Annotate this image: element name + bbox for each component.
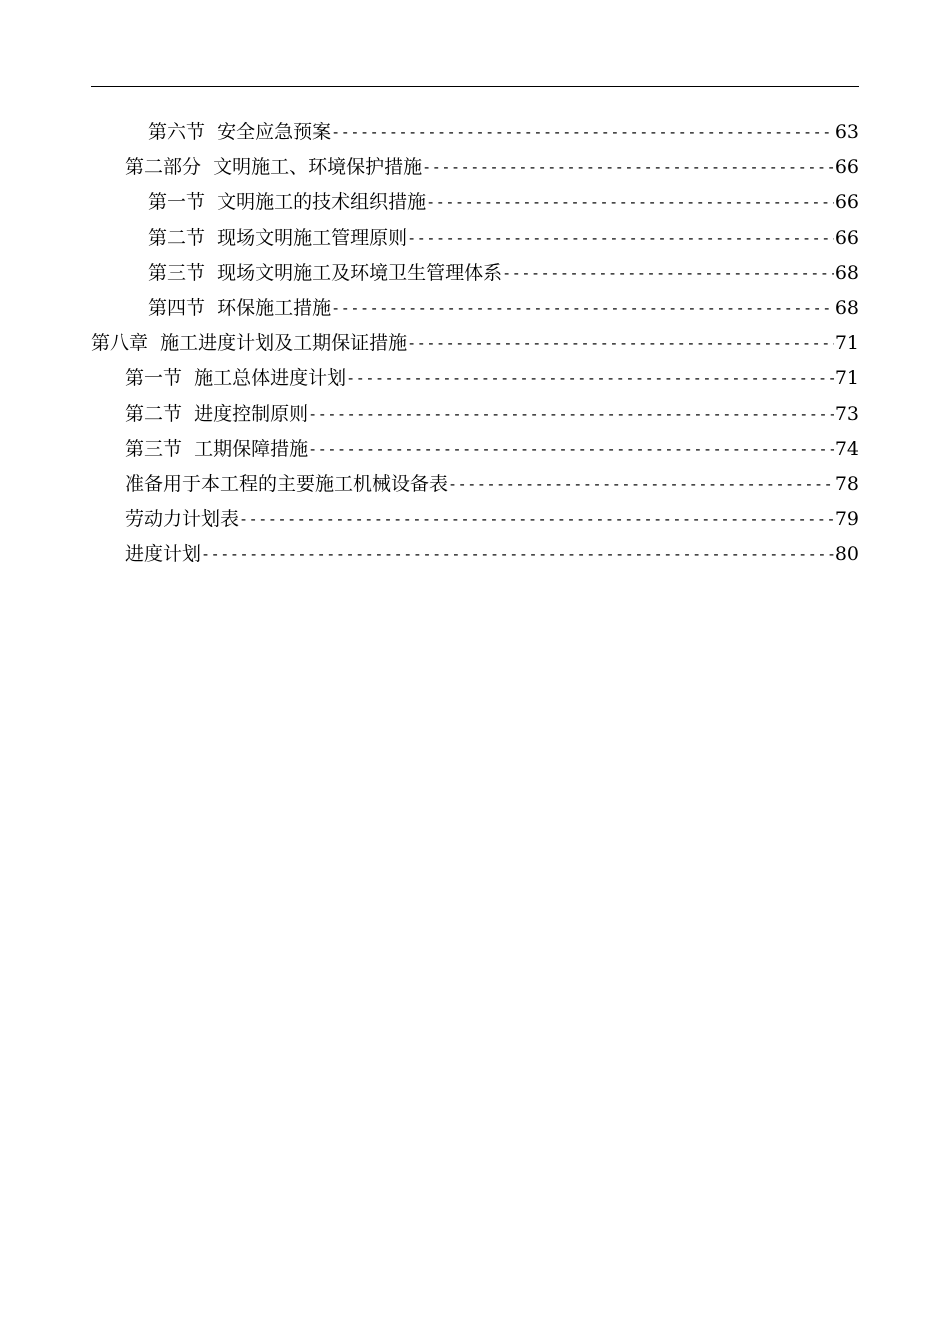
toc-page-number: 68	[834, 261, 859, 284]
toc-page-number: 79	[834, 508, 859, 531]
toc-page-number: 73	[834, 402, 859, 425]
toc-dot-leader	[308, 432, 834, 467]
toc-dot-leader	[331, 115, 834, 150]
toc-entry[interactable]	[0, 185, 859, 220]
toc-page-number: 71	[834, 367, 859, 390]
toc-entry[interactable]	[0, 397, 859, 432]
toc-entry[interactable]	[0, 432, 859, 467]
toc-entry-title: 第三节 工期保障措施	[125, 437, 309, 460]
toc-entry[interactable]	[0, 361, 859, 396]
toc-page-number: 66	[834, 156, 859, 179]
toc-page-number: 71	[834, 332, 859, 355]
toc-entry-title: 第二节 进度控制原则	[125, 402, 309, 425]
toc-entry[interactable]	[0, 502, 859, 537]
toc-entry[interactable]	[0, 256, 859, 291]
toc-dot-leader	[422, 150, 834, 185]
toc-page-number: 66	[834, 226, 859, 249]
toc-dot-leader	[239, 502, 834, 537]
table-of-contents	[0, 115, 950, 572]
header-rule	[91, 86, 859, 87]
toc-entry-title: 第三节 现场文明施工及环境卫生管理体系	[148, 261, 503, 284]
toc-page-number: 63	[834, 121, 859, 144]
toc-dot-leader	[502, 256, 834, 291]
toc-entry-title: 第二部分 文明施工、环境保护措施	[125, 156, 423, 179]
toc-entry[interactable]	[0, 150, 859, 185]
toc-entry-title: 第一节 文明施工的技术组织措施	[148, 191, 427, 214]
toc-page-number: 66	[834, 191, 859, 214]
toc-page-number: 78	[834, 472, 859, 495]
toc-dot-leader	[346, 361, 834, 396]
toc-dot-leader	[331, 291, 834, 326]
toc-entry[interactable]	[0, 221, 859, 256]
toc-entry[interactable]	[0, 326, 859, 361]
toc-entry-title: 第二节 现场文明施工管理原则	[148, 226, 408, 249]
toc-page-number: 68	[834, 297, 859, 320]
toc-entry-title: 第八章 施工进度计划及工期保证措施	[91, 332, 408, 355]
toc-dot-leader	[426, 185, 834, 220]
toc-dot-leader	[201, 537, 834, 572]
toc-entry-title: 进度计划	[125, 543, 202, 566]
toc-entry-title: 第六节 安全应急预案	[148, 121, 332, 144]
toc-page-number: 74	[834, 437, 859, 460]
toc-entry[interactable]	[0, 291, 859, 326]
toc-entry-title: 劳动力计划表	[125, 508, 240, 531]
toc-entry[interactable]	[0, 537, 859, 572]
toc-dot-leader	[448, 467, 834, 502]
toc-page-number: 80	[834, 543, 859, 566]
toc-dot-leader	[407, 221, 834, 256]
toc-dot-leader	[308, 397, 834, 432]
toc-dot-leader	[407, 326, 834, 361]
toc-entry[interactable]	[0, 115, 859, 150]
toc-entry-title: 第四节 环保施工措施	[148, 297, 332, 320]
toc-entry[interactable]	[0, 467, 859, 502]
toc-entry-title: 第一节 施工总体进度计划	[125, 367, 347, 390]
toc-entry-title: 准备用于本工程的主要施工机械设备表	[125, 472, 449, 495]
